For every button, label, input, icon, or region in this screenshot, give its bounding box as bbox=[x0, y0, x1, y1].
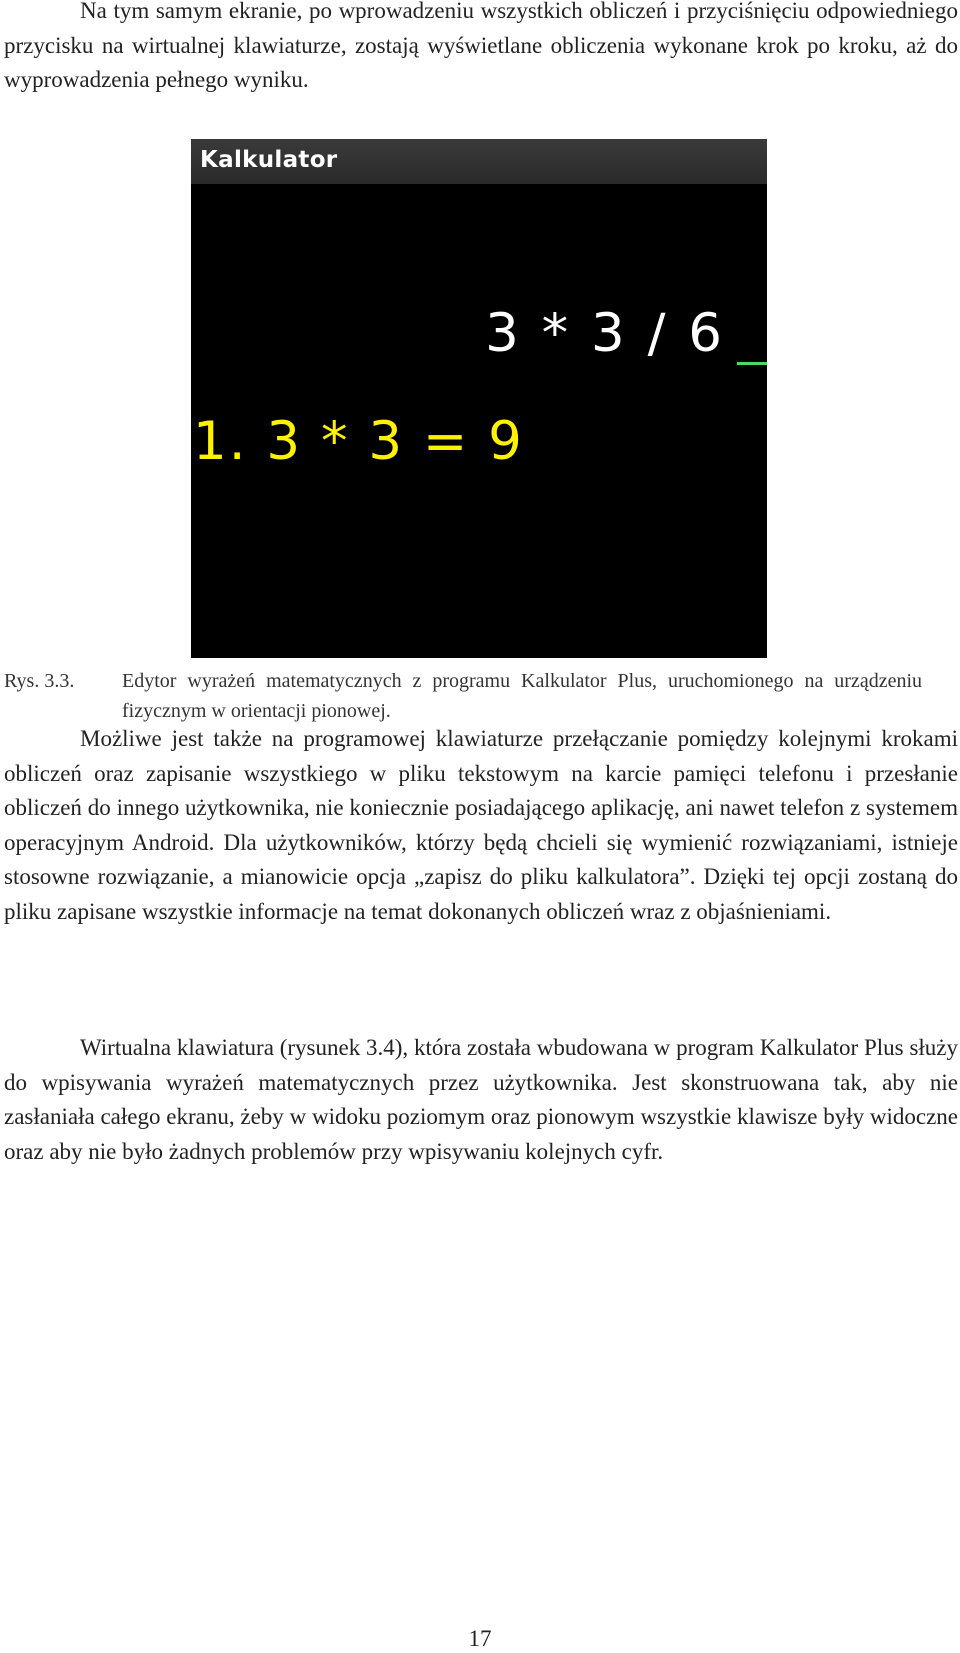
figure-caption-label: Rys. 3.3. bbox=[4, 670, 75, 692]
expression-display: 3 * 3 / 6 bbox=[485, 303, 725, 364]
second-paragraph: Możliwe jest także na programowej klawiaturze przełączanie pomiędzy kolejnymi krokami obliczeń oraz zapisanie wszystkiego w pliku tekstowym na karcie pamięci telefonu i przesłanie obliczeń do innego użytkownika, nie koniecznie posiadającego aplikację, ani nawet telefon z systemem operacyjnym Android. Dla użytkowników, którzy będą chcieli się wymienić rozwiązaniami, istnieje stosowne rozwiązanie, a mianowicie opcja „zapisz do pliku kalkulatora”. Dzięki tej opcji zostaną do pliku zapisane wszystkie informacje na temat dokonanych obliczeń wraz z objaśnieniami. bbox=[4, 726, 958, 924]
calculator-screenshot bbox=[191, 139, 767, 658]
calculation-step: 1. 3 * 3 = 9 bbox=[193, 411, 524, 472]
page-number: 17 bbox=[468, 1626, 492, 1651]
app-title-bar bbox=[191, 139, 767, 184]
figure-caption-text: Edytor wyrażeń matematycznych z programu Kalkulator Plus, uruchomionego na urządzeniu fizycznym w orientacji pionowej. bbox=[122, 670, 922, 722]
third-paragraph: Wirtualna klawiatura (rysunek 3.4), która została wbudowana w program Kalkulator Plus służy do wpisywania wyrażeń matematycznych przez użytkownika. Jest skonstruowana tak, aby nie zasłaniała całego ekranu, żeby w widoku poziomym oraz pionowym wszystkie klawisze były widoczne oraz aby nie było żadnych problemów przy wpisywaniu kolejnych cyfr. bbox=[4, 1035, 958, 1164]
intro-paragraph: Na tym samym ekranie, po wprowadzeniu wszystkich obliczeń i przyciśnięciu odpowiedniego przycisku na wirtualnej klawiaturze, zostają wyświetlane obliczenia wykonane krok po kroku, aż do wyprowadzenia pełnego wyniku. bbox=[4, 0, 958, 92]
text-cursor bbox=[737, 362, 767, 365]
app-title: Kalkulator bbox=[200, 147, 338, 173]
